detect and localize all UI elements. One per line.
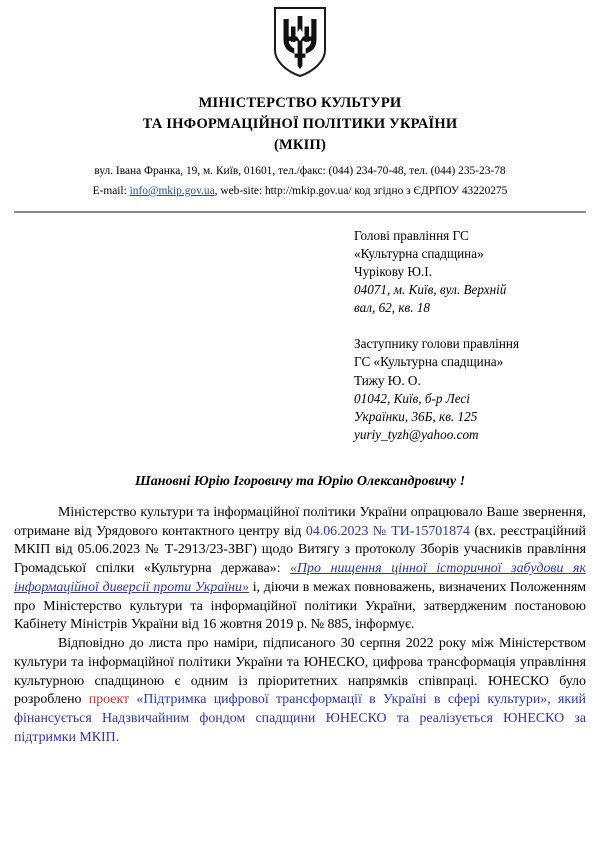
- addressee-block: [354, 335, 586, 443]
- text-run-quote-blue: «Про нищення цінної історичної забудови як інформаційної диверсії проти України»: [14, 561, 586, 595]
- letterhead-title-line-3: (МКІП): [274, 137, 326, 154]
- website-and-code-text: , web-site: http://mkip.gov.ua/ код згідно з ЄДРПОУ 43220275: [214, 185, 508, 197]
- text-run-normal: Міністерство культури та інформаційної політики України опрацювало Ваше звернення, отримане від Урядового контактного центру від: [14, 504, 586, 539]
- addressee-line: Чурікову Ю.І.: [354, 264, 432, 280]
- text-run-blue: «Підтримка цифрової трансформації в Україні в сфері культури», який фінансується Надзвичайним фондом спадщини ЮНЕСКО та реалізується ЮНЕСКО за підтримки МКІП.: [14, 692, 586, 745]
- addressee-line: Голові правління ГС: [354, 227, 469, 243]
- text-run-normal: Відповідно до листа про наміри, підписаного 30 серпня 2022 року між Міністерством культури та інформаційної політики України та ЮНЕСКО, цифрова трансформація управління культурною спадщиною є одним із пріоритетних напрямків співпраці. ЮНЕСКО було розроблено: [14, 636, 586, 708]
- letter-body: [14, 504, 586, 748]
- letterhead-email-line: [14, 182, 586, 202]
- salutation: Шановні Юрію Ігоровичу та Юрію Олександровичу !: [134, 473, 466, 489]
- letterhead-title: [14, 93, 586, 156]
- addressee-line: «Культурна спадщина»: [354, 246, 484, 262]
- addressee-line: Заступнику голови правління: [354, 336, 520, 352]
- letterhead-title-line-1: МІНІСТЕРСТВО КУЛЬТУРИ: [198, 95, 402, 111]
- addressee-line: 04071, м. Київ, вул. Верхній: [354, 282, 507, 298]
- addressee-line: вал, 62, кв. 18: [354, 300, 431, 316]
- addressee-line: 01042, Київ, б-р Лесі: [354, 390, 470, 406]
- letterhead-title-line-2: ТА ІНФОРМАЦІЙНОЇ ПОЛІТИКИ УКРАЇНИ: [142, 116, 458, 133]
- email-label: E-mail:: [92, 185, 130, 197]
- letterhead-contact-block: [14, 162, 586, 202]
- addressee-line: Українки, 36Б, кв. 125: [354, 408, 478, 424]
- body-paragraph-1: [14, 504, 586, 635]
- body-paragraph-2: [14, 635, 586, 748]
- text-run-blue: 04.06.2023 № ТИ-15701874: [305, 523, 471, 539]
- letterhead-postal-line: вул. Івана Франка, 19, м. Київ, 01601, тел./факс: (044) 234-70-48, тел. (044) 235-23-78: [94, 165, 506, 178]
- text-run-normal: (вх. реєстраційний МКІП від 05.06.2023 № Т-2913/23-ЗВГ) щодо Витягу з протоколу Зборів учасників правління Громадської спілки «Культурна держава»:: [14, 523, 586, 577]
- addressee-line: ГС «Культурна спадщина»: [354, 354, 504, 370]
- coat-of-arms-container: [14, 0, 586, 83]
- ukraine-coat-of-arms-tryzub-icon: [272, 6, 328, 83]
- addressee-email-line: yuriy_tyzh@yahoo.com: [354, 426, 479, 442]
- text-run-red: проект: [88, 692, 130, 708]
- addressee-section: [14, 227, 586, 444]
- addressee-block: [354, 227, 586, 317]
- text-run-normal: і, діючи в межах повноважень, визначених Положенням про Міністерство культури та інформаційної політики України, затвердженим постановою Кабінету Міністрів України від 16 жовтня 2019 р. № 885, інформує.: [14, 579, 587, 633]
- letterhead-divider: [14, 211, 586, 213]
- addressee-line: Тижу Ю. О.: [354, 372, 421, 388]
- email-link[interactable]: info@mkip.gov.ua: [129, 185, 215, 197]
